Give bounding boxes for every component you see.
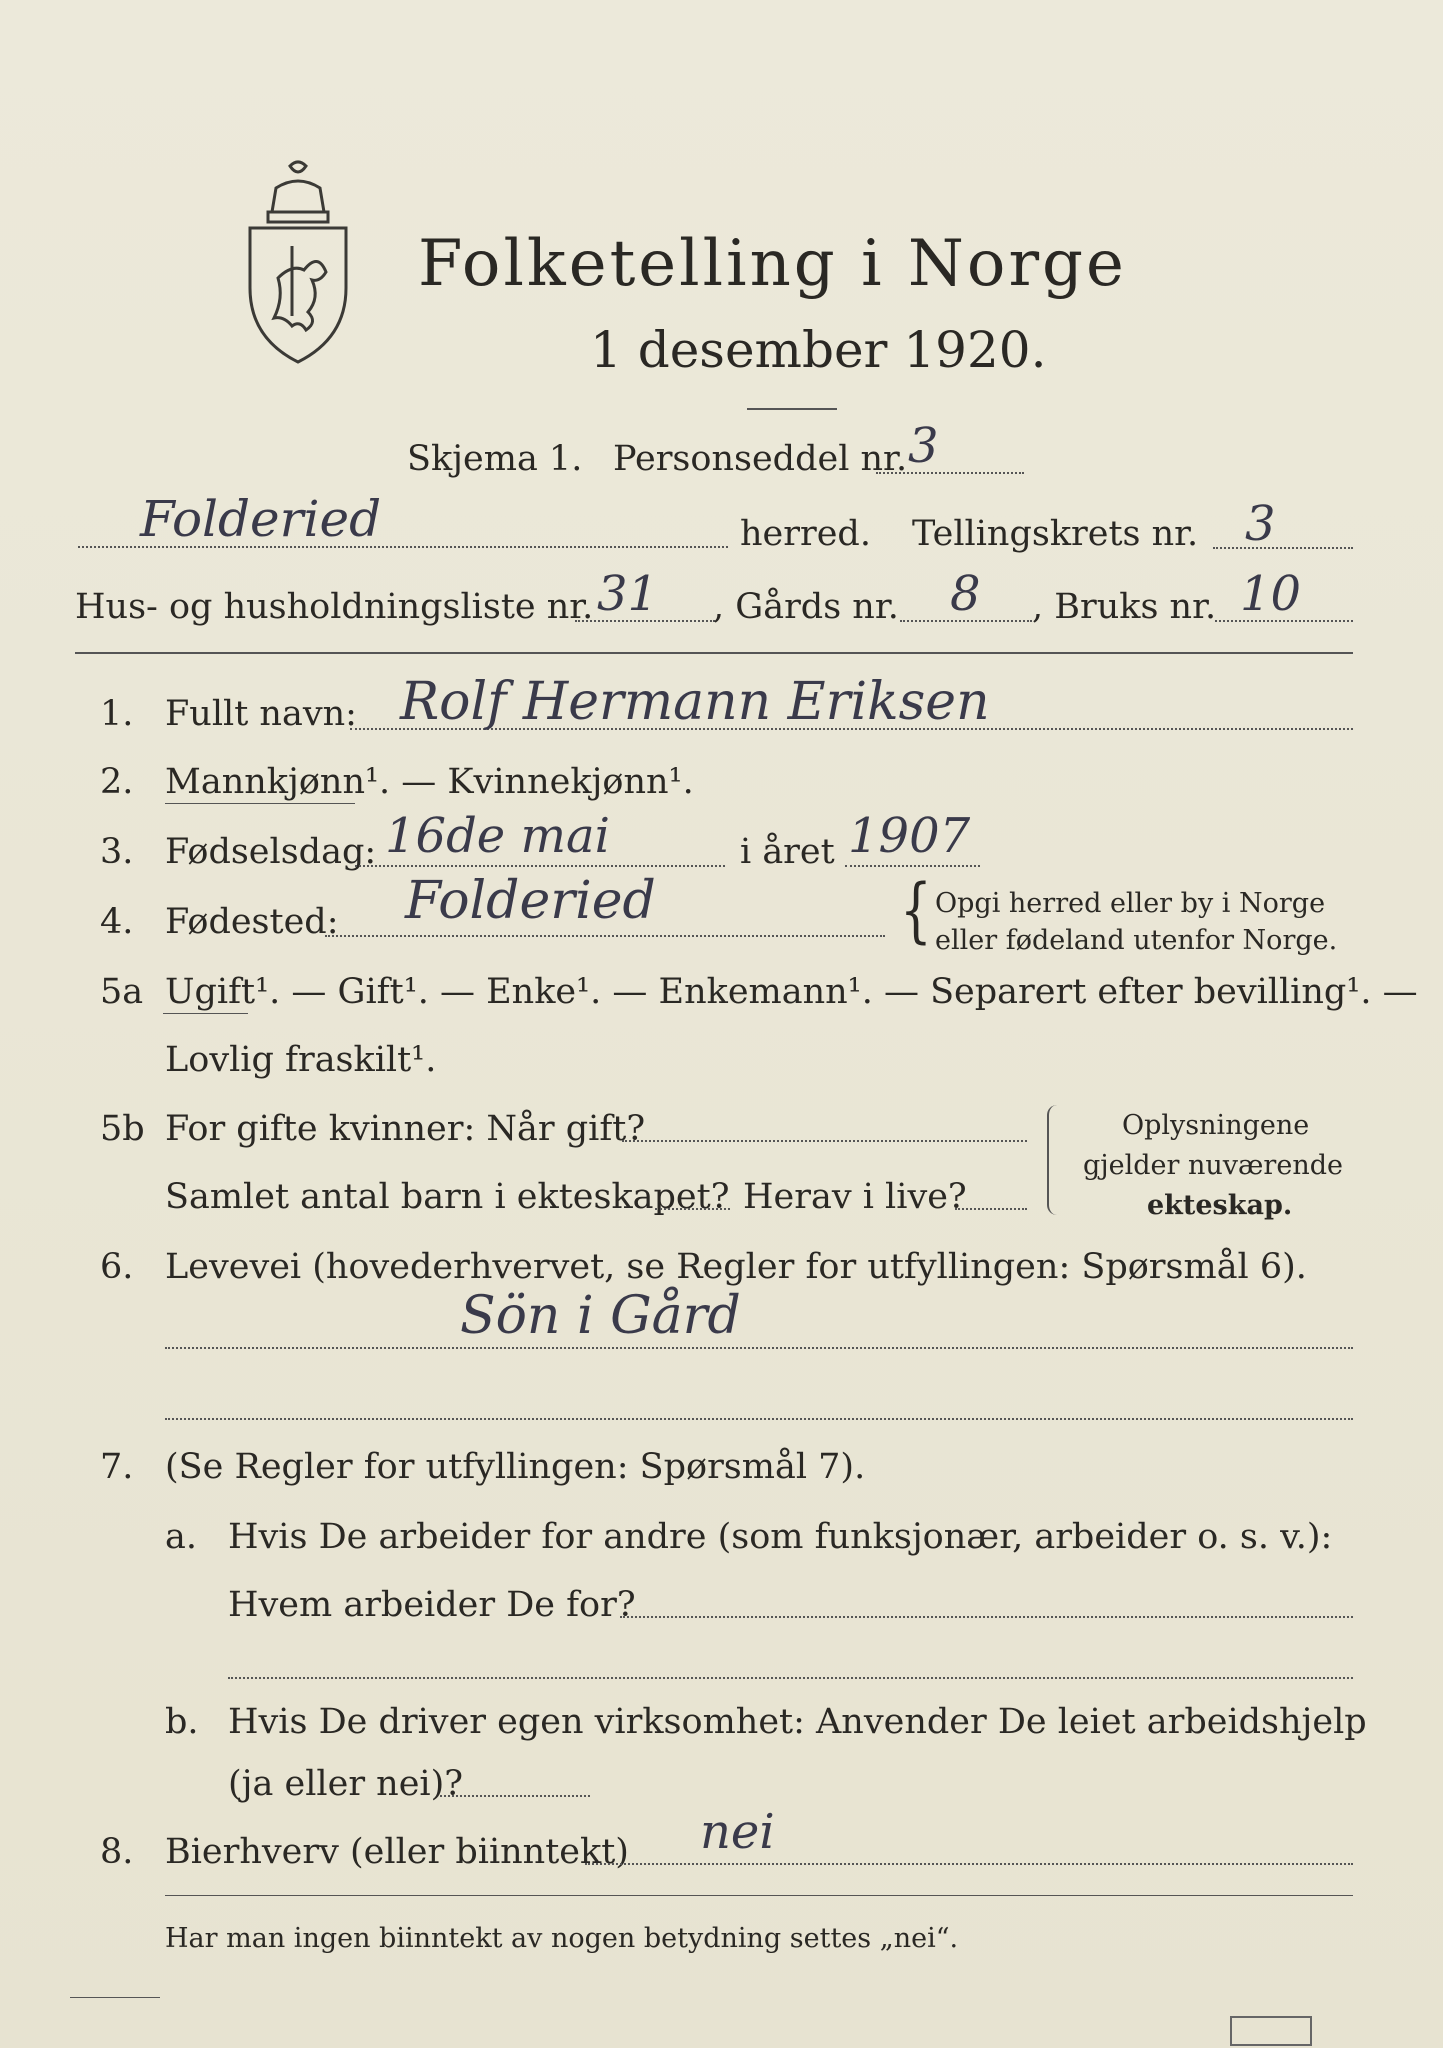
q5b-married-line bbox=[622, 1140, 1027, 1142]
bruks-value[interactable]: 10 bbox=[1240, 566, 1302, 622]
tellingskrets-line bbox=[1213, 547, 1353, 549]
hus-value[interactable]: 31 bbox=[597, 566, 659, 622]
norwegian-coat-of-arms-icon bbox=[238, 158, 358, 368]
q3-number: 3. bbox=[100, 832, 134, 872]
gards-value[interactable]: 8 bbox=[950, 566, 981, 622]
q8-number: 8. bbox=[100, 1832, 134, 1872]
q7b-line2: (ja eller nei)? bbox=[228, 1764, 464, 1804]
q1-number: 1. bbox=[100, 694, 134, 734]
q5b-bracket bbox=[1047, 1105, 1063, 1215]
q2-number: 2. bbox=[100, 762, 134, 802]
q5a-line2: Lovlig fraskilt¹. bbox=[165, 1040, 437, 1080]
occupation-value[interactable]: Sön i Gård bbox=[460, 1286, 741, 1346]
herred-label: herred. bbox=[740, 514, 871, 554]
personseddel-label: Personseddel nr. bbox=[613, 439, 908, 479]
q3-line bbox=[355, 865, 725, 867]
birthplace-value[interactable]: Folderied bbox=[405, 871, 656, 931]
q5b-note1: Oplysningene bbox=[1122, 1110, 1310, 1141]
form-title: Folketelling i Norge bbox=[418, 227, 1127, 301]
q5a-number: 5a bbox=[100, 972, 144, 1012]
q5b-line2a: Samlet antal barn i ekteskapet? bbox=[165, 1177, 730, 1217]
q4-label: Fødested: bbox=[165, 902, 339, 942]
q6-label: Levevei (hovederhvervet, se Regler for utfyllingen: Spørsmål 6). bbox=[165, 1247, 1307, 1287]
section-divider bbox=[75, 652, 1353, 654]
q5b-line2b: Herav i live? bbox=[743, 1177, 967, 1217]
q7a-number: a. bbox=[165, 1517, 197, 1557]
q5b-note2: gjelder nuværende bbox=[1083, 1150, 1343, 1181]
personseddel-value[interactable]: 3 bbox=[908, 418, 939, 474]
gards-label: , Gårds nr. bbox=[713, 587, 899, 627]
q7a-line bbox=[620, 1616, 1353, 1618]
herred-value[interactable]: Folderied bbox=[140, 490, 382, 548]
q5b-number: 5b bbox=[100, 1109, 145, 1149]
bottom-rule bbox=[70, 1997, 160, 1998]
q3-label: Fødselsdag: bbox=[165, 832, 377, 872]
q7b-number: b. bbox=[165, 1702, 199, 1742]
q2-underline bbox=[165, 803, 355, 804]
q7a-line2: Hvem arbeider De for? bbox=[228, 1585, 636, 1625]
q7b-line bbox=[440, 1795, 590, 1797]
q3-year-line bbox=[845, 865, 980, 867]
q6-line1 bbox=[165, 1347, 1353, 1349]
bruks-label: , Bruks nr. bbox=[1032, 587, 1217, 627]
personseddel-line bbox=[876, 472, 1024, 474]
q5b-note3: ekteskap. bbox=[1147, 1190, 1293, 1221]
q6-number: 6. bbox=[100, 1247, 134, 1287]
divider bbox=[747, 408, 837, 410]
q8-label: Bierhverv (eller biinntekt) bbox=[165, 1832, 629, 1872]
q5b-line1: For gifte kvinner: Når gift? bbox=[165, 1109, 646, 1149]
q4-note-line2: eller fødeland utenfor Norge. bbox=[935, 925, 1338, 956]
q4-note-line1: Opgi herred eller by i Norge bbox=[935, 888, 1326, 919]
footnote-divider bbox=[165, 1895, 1353, 1896]
q7a-line2-rule bbox=[228, 1677, 1353, 1679]
birthday-value[interactable]: 16de mai bbox=[385, 808, 610, 864]
hus-label: Hus- og husholdningsliste nr. bbox=[75, 587, 594, 627]
q7-number: 7. bbox=[100, 1447, 134, 1487]
tellingskrets-value[interactable]: 3 bbox=[1245, 496, 1276, 552]
census-date: 1 desember 1920. bbox=[590, 321, 1047, 379]
q4-number: 4. bbox=[100, 902, 134, 942]
q5a-line1: Ugift¹. — Gift¹. — Enke¹. — Enkemann¹. — Separert efter bevilling¹. — bbox=[165, 972, 1418, 1012]
printer-stamp bbox=[1230, 2016, 1312, 2046]
q7a-line1: Hvis De arbeider for andre (som funksjonær, arbeider o. s. v.): bbox=[228, 1517, 1333, 1557]
q5b-alive-line bbox=[955, 1208, 1027, 1210]
skjema-label: Skjema 1. bbox=[407, 439, 583, 479]
q8-line bbox=[585, 1863, 1353, 1865]
q4-line bbox=[325, 935, 885, 937]
q5a-underline bbox=[163, 1013, 248, 1014]
q6-line2 bbox=[165, 1418, 1353, 1420]
side-income-value[interactable]: nei bbox=[700, 1804, 775, 1860]
full-name-value[interactable]: Rolf Hermann Eriksen bbox=[400, 672, 990, 732]
birth-year-value[interactable]: 1907 bbox=[848, 808, 971, 864]
q4-brace: { bbox=[900, 869, 932, 951]
q1-label: Fullt navn: bbox=[165, 694, 357, 734]
q7-label: (Se Regler for utfyllingen: Spørsmål 7). bbox=[165, 1447, 866, 1487]
footnote: Har man ingen biinntekt av nogen betydning settes „nei“. bbox=[165, 1923, 959, 1954]
tellingskrets-label: Tellingskrets nr. bbox=[912, 514, 1199, 554]
q3-year-label: i året bbox=[740, 832, 835, 872]
q5b-children-line bbox=[655, 1208, 730, 1210]
q7b-line1: Hvis De driver egen virksomhet: Anvender De leiet arbeidshjelp bbox=[228, 1702, 1367, 1742]
q2-label: Mannkjønn¹. — Kvinnekjønn¹. bbox=[165, 762, 694, 802]
